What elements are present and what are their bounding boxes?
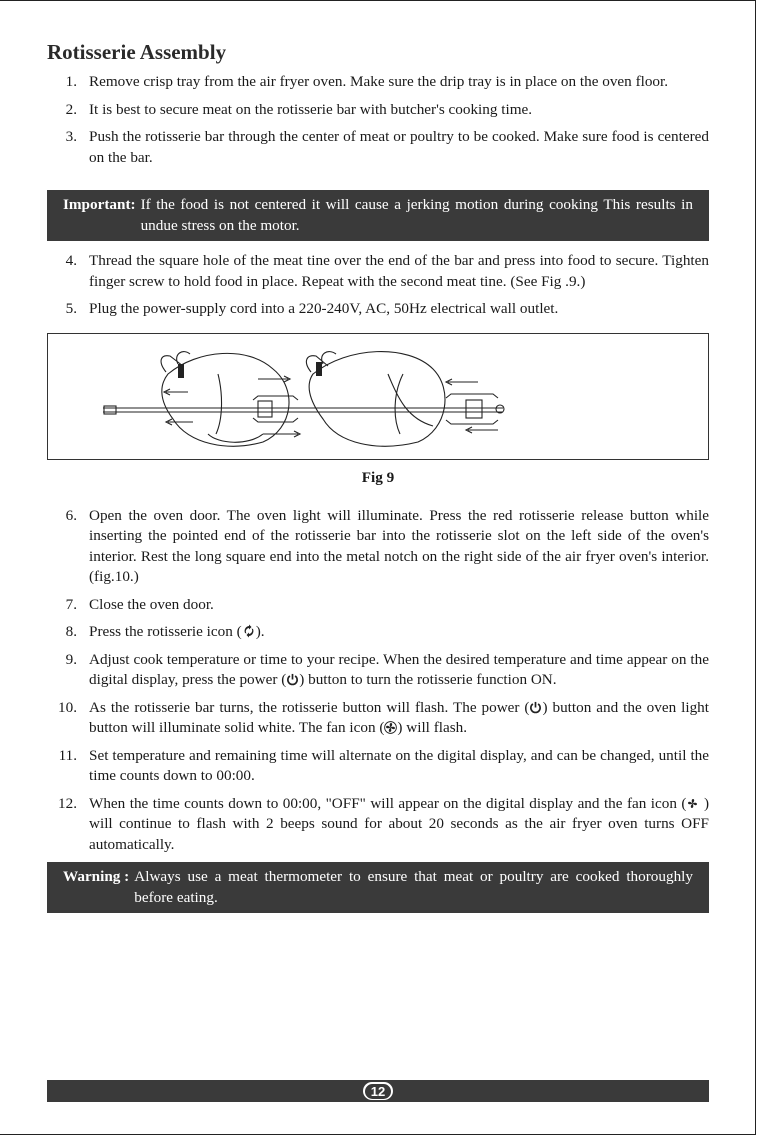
steps-list-b (47, 251, 709, 320)
warning-notice (47, 862, 709, 913)
list-item: 6. Open the oven door. The oven light will illuminate. Press the red rotisserie release button while inserting the pointed end of the rotisserie bar into the rotisserie slot on the left side of the oven's interior. Rest the long square end into the metal notch on the right side of the air fryer oven's interior. (fig.10.) (65, 506, 709, 585)
page-number: 12 (365, 1084, 391, 1099)
warning-label: Warning : (63, 868, 130, 885)
steps-list-a (47, 72, 709, 168)
important-notice (47, 190, 709, 241)
power-icon (529, 701, 542, 714)
fan-icon (686, 797, 699, 810)
page-number-badge (363, 1082, 393, 1100)
page-footer-bar (47, 1080, 709, 1102)
important-label: Important: (63, 196, 136, 213)
page-content (47, 40, 709, 913)
list-item: 11. Set temperature and remaining time will alternate on the digital display, and can be changed, until the time counts down to 00:00. (58, 746, 709, 784)
important-text: If the food is not centered it will cause a jerking motion during cooking This results in undue stress on the motor. (140, 196, 693, 234)
list-item: 2. It is best to secure meat on the rotisserie bar with butcher's cooking time. (65, 100, 533, 118)
list-item: 7. Close the oven door. (65, 595, 214, 613)
page-title: Rotisserie Assembly (47, 40, 227, 64)
list-item: 5. Plug the power-supply cord into a 220-240V, AC, 50Hz electrical wall outlet. (65, 300, 559, 317)
steps-list-c (47, 506, 709, 856)
rotisserie-figure (47, 333, 709, 460)
list-item: 8. Press the rotisserie icon ( ). (65, 623, 265, 640)
power-icon (286, 673, 299, 686)
rotisserie-illustration-icon (48, 334, 708, 458)
list-item: 3. Push the rotisserie bar through the center of meat or poultry to be cooked. Make sure food is centered on the bar. (65, 128, 709, 166)
figure-caption: Fig 9 (361, 468, 395, 486)
rotisserie-icon (242, 624, 256, 638)
list-item: 10. As the rotisserie bar turns, the rotisserie button will flash. The power ( ) button and the oven light button will illuminate solid white. The fan icon ( ) will flash. (58, 698, 709, 736)
list-item: 9. Adjust cook temperature or time to your recipe. When the desired temperature and time appear on the digital display, press the power ( ) button to turn the rotisserie function ON. (65, 650, 709, 688)
warning-text: Always use a meat thermometer to ensure that meat or poultry are cooked thoroughly before eating. (134, 868, 693, 906)
fan-icon (384, 721, 397, 734)
list-item: 12. When the time counts down to 00:00, "OFF" will appear on the digital display and the fan icon ( ) will continue to flash with 2 beeps sound for about 20 seconds as the air fryer oven turns OFF automatically. (58, 794, 709, 853)
list-item: 4. Thread the square hole of the meat tine over the end of the bar and press into food to secure. Tighten finger screw to hold food in place. Repeat with the second meat tine. (See Fig .9.) (65, 252, 709, 290)
list-item: 1. Remove crisp tray from the air fryer oven. Make sure the drip tray is in place on the oven floor. (65, 73, 669, 90)
